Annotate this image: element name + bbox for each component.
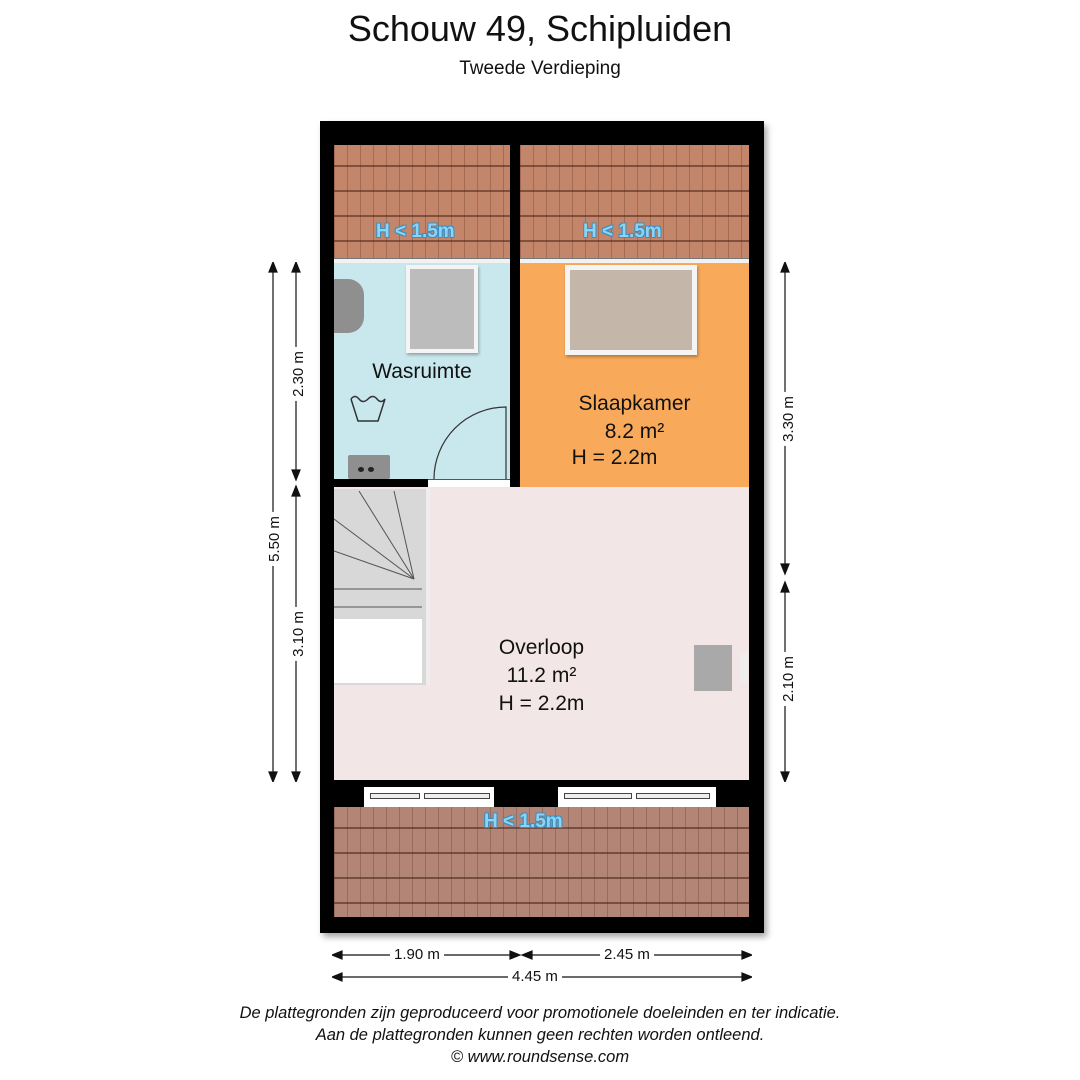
floor-subtitle: Tweede Verdieping	[459, 58, 621, 79]
washbasin-icon	[334, 279, 364, 333]
dimension-bottom-right: 2.45 m	[600, 946, 654, 964]
dimension-bottom-total: 4.45 m	[508, 968, 562, 986]
window-right	[558, 787, 716, 807]
chimney-flue	[740, 653, 748, 681]
laundry-symbol-icon	[348, 393, 388, 427]
roof-zone-bottom	[334, 807, 749, 917]
dimension-right-lower: 2.10 m	[780, 652, 798, 706]
room-area: 8.2 m²	[604, 420, 665, 443]
disclaimer-line-1: De plattegronden zijn geproduceerd voor promotionele doeleinden en ter indicatie.	[239, 1004, 841, 1022]
room-area: 11.2 m²	[506, 664, 577, 687]
dimension-left-lower: 3.10 m	[290, 607, 308, 661]
dimension-left-outer: 5.50 m	[266, 512, 284, 566]
disclaimer-line-2: Aan de plattegronden kunnen geen rechten worden ontleend.	[315, 1026, 765, 1044]
room-height: H = 2.2m	[571, 446, 658, 469]
plan-title: Schouw 49, Schipluiden	[347, 8, 733, 49]
washing-machine	[348, 455, 390, 479]
window-left	[364, 787, 494, 807]
dimension-right-upper: 3.30 m	[780, 392, 798, 446]
room-height: H = 2.2m	[498, 692, 585, 715]
door-wasruimte[interactable]	[432, 403, 512, 483]
roof-height-label: H < 1.5m	[376, 221, 455, 242]
dimension-bottom-left: 1.90 m	[390, 946, 444, 964]
skylight-window	[406, 265, 478, 353]
skylight-window	[565, 265, 697, 355]
floor-plan	[320, 121, 764, 933]
copyright-link[interactable]: © www.roundsense.com	[450, 1048, 630, 1066]
room-wasruimte	[334, 263, 510, 479]
roof-height-label: H < 1.5m	[484, 811, 563, 832]
roof-zone-top-left	[334, 145, 510, 258]
dimension-left-upper: 2.30 m	[290, 347, 308, 401]
chimney	[694, 645, 732, 691]
room-name: Slaapkamer	[578, 392, 691, 415]
room-name: Wasruimte	[372, 360, 472, 383]
roof-height-label: H < 1.5m	[583, 221, 662, 242]
roof-zone-top-right	[520, 145, 749, 258]
room-name: Overloop	[498, 636, 585, 659]
